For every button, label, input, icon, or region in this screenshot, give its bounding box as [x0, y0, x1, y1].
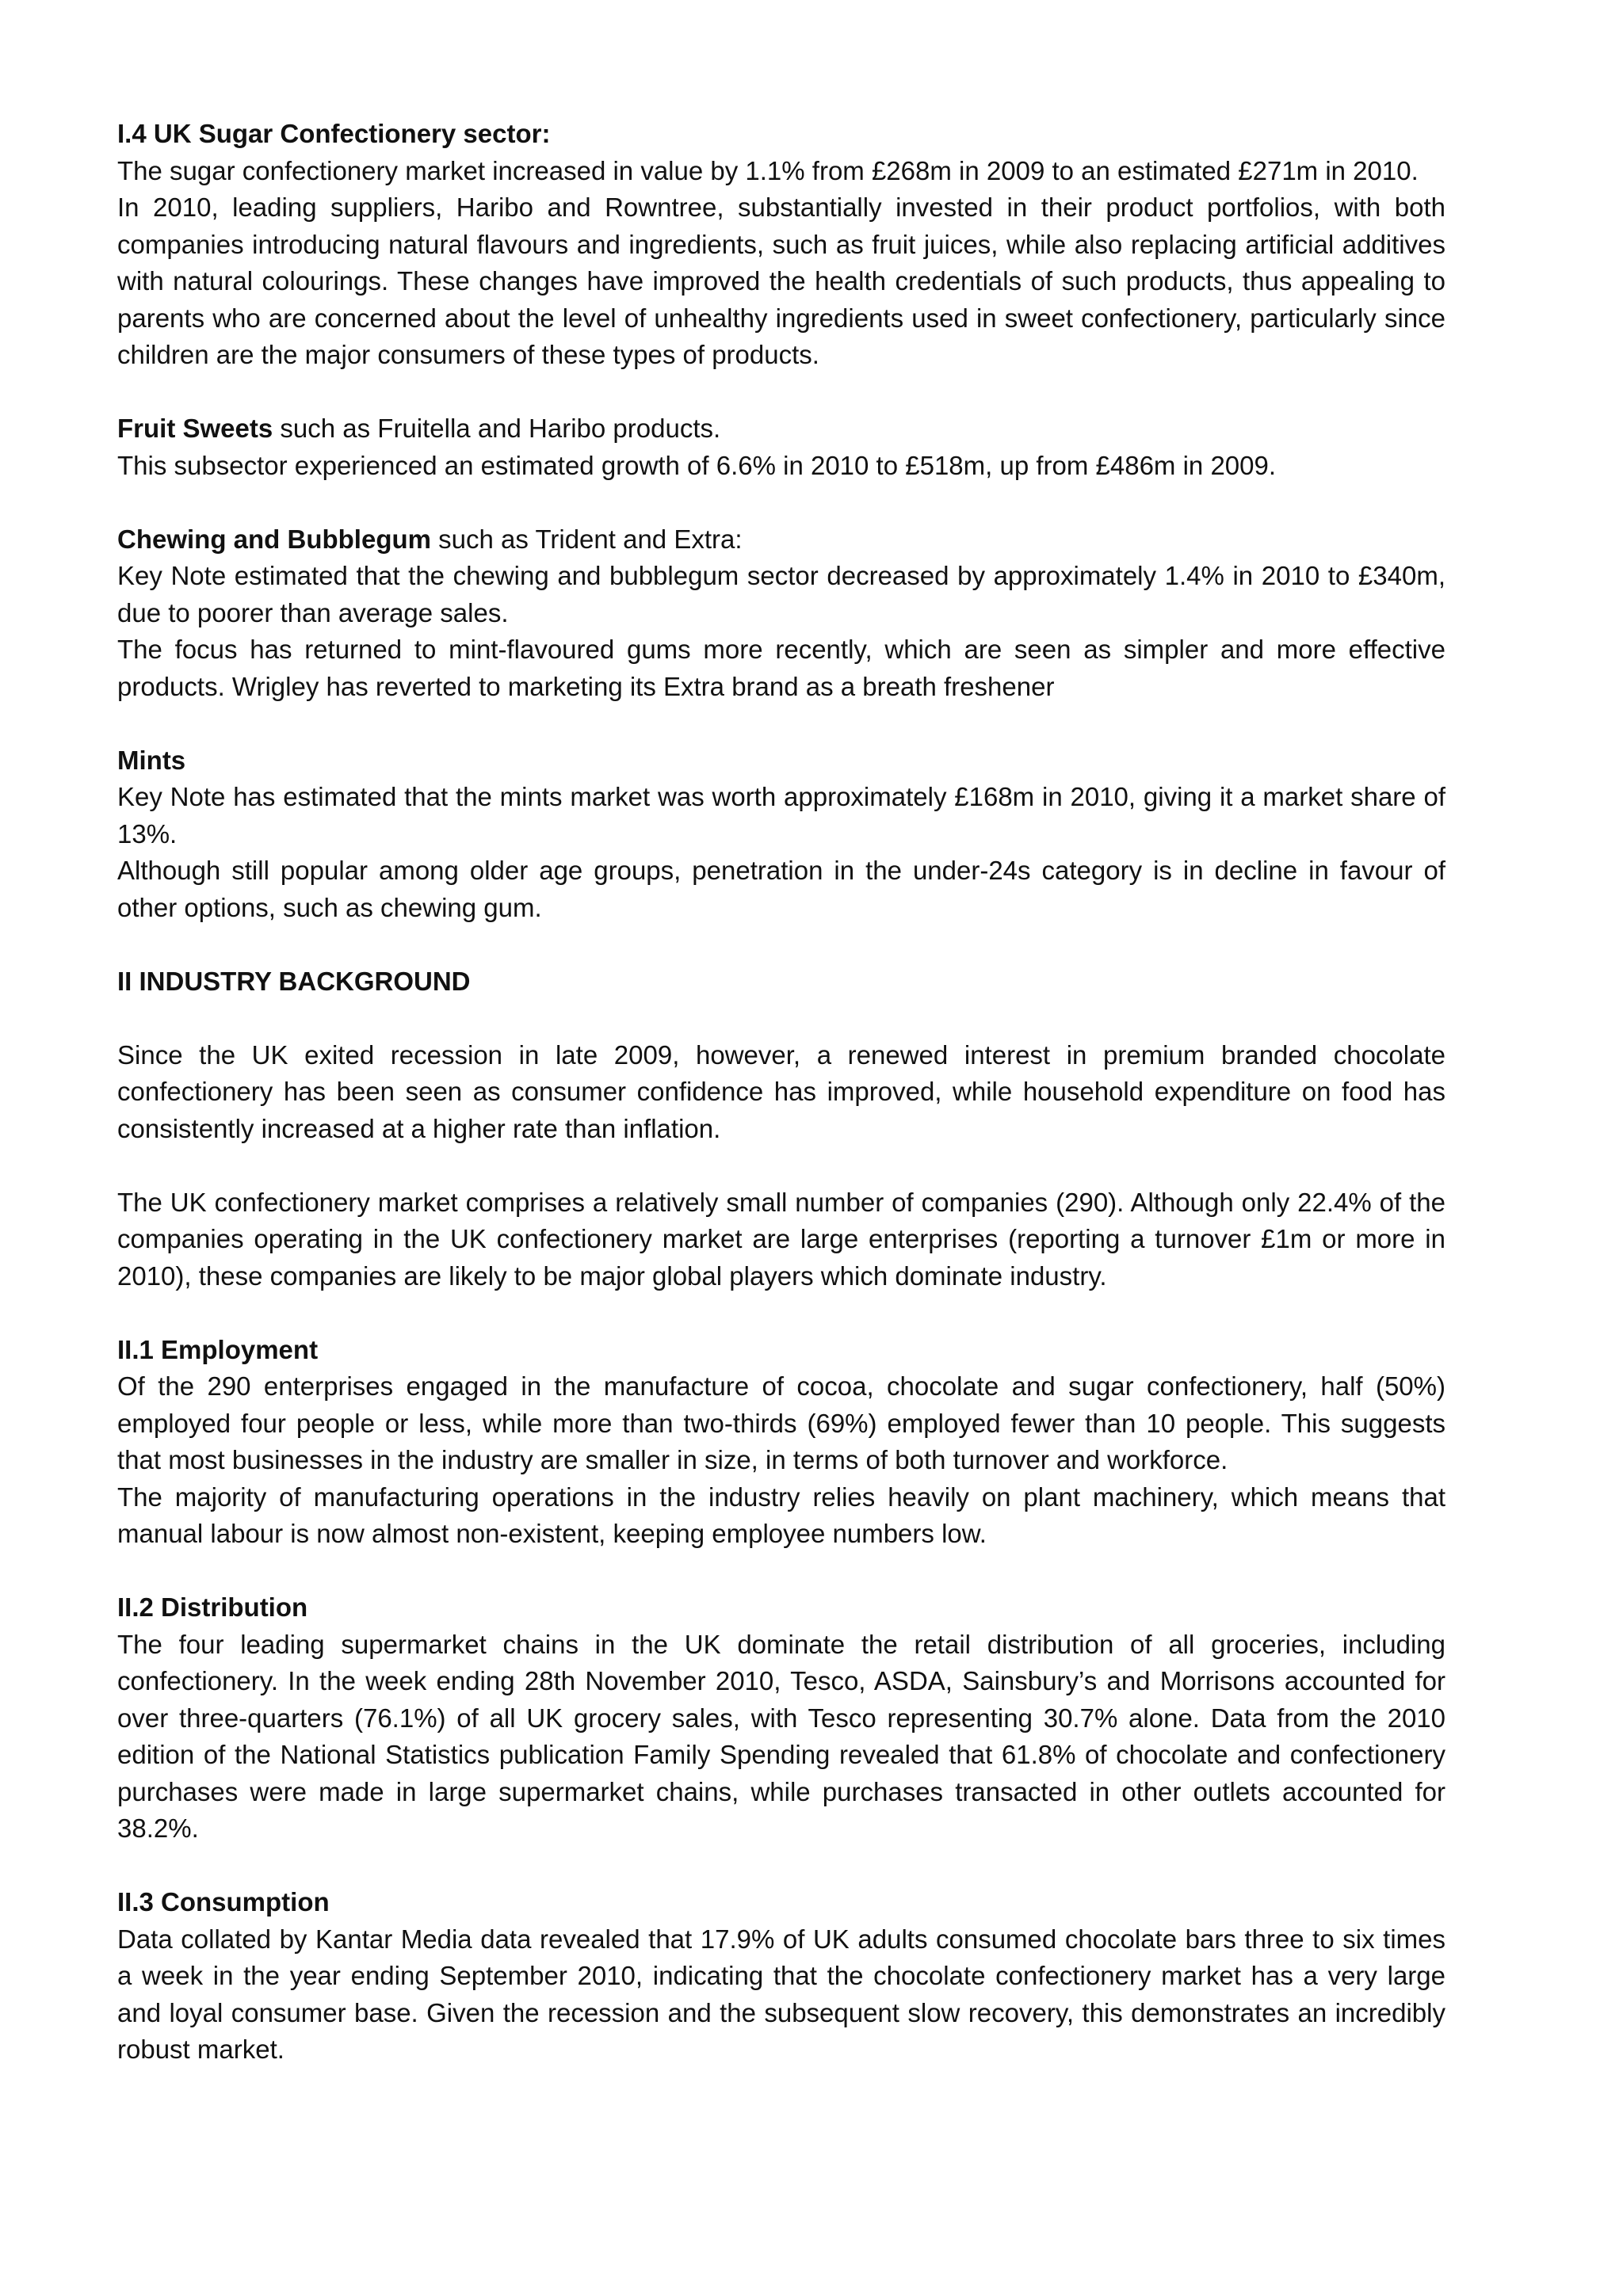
section-heading-distribution: II.2 Distribution: [117, 1592, 308, 1622]
subsection-heading-chewing-bubblegum: Chewing and Bubblegum: [117, 524, 431, 554]
subsection-heading-mints: Mints: [117, 745, 186, 775]
paragraph: The sugar confectionery market increased in value by 1.1% from £268m in 2009 to an estimated £271m in 2010.: [117, 155, 1419, 185]
document-page: [117, 116, 1445, 2069]
paragraph: In 2010, leading suppliers, Haribo and Rowntree, substantially invested in their product portfolios, with both companies introducing natural flavours and ingredients, such as fruit juices, while also replacing artificial additives with natural colourings. These changes have improved the health credentials of such products, thus appealing to parents who are concerned about the level of unhealthy ingredients used in sweet confectionery, particularly since children are the major consumers of these types of products.: [117, 193, 1445, 369]
paragraph: The majority of manufacturing operations in the industry relies heavily on plant machinery, which means that manual labour is now almost non-existent, keeping employee numbers low.: [117, 1482, 1445, 1548]
subsection-line-chewing-bubblegum: [117, 521, 1445, 559]
paragraph: Of the 290 enterprises engaged in the manufacture of cocoa, chocolate and sugar confectionery, half (50%) employed four people or less, while more than two-thirds (69%) employed fewer than 10 people. This suggests that most businesses in the industry are smaller in size, in terms of both turnover and workforce.: [117, 1371, 1445, 1474]
paragraph: Key Note estimated that the chewing and bubblegum sector decreased by approximately 1.4% in 2010 to £340m, due to poorer than average sales.: [117, 561, 1445, 627]
paragraph: Key Note has estimated that the mints market was worth approximately £168m in 2010, giving it a market share of 13%.: [117, 782, 1445, 849]
section-heading-sugar-confectionery: I.4 UK Sugar Confectionery sector:: [117, 119, 551, 148]
paragraph: The focus has returned to mint-flavoured gums more recently, which are seen as simpler and more effective products. Wrigley has reverted to marketing its Extra brand as a breath freshener: [117, 635, 1445, 701]
subsection-heading-fruit-sweets: Fruit Sweets: [117, 414, 273, 443]
paragraph: This subsector experienced an estimated growth of 6.6% in 2010 to £518m, up from £486m in 2009.: [117, 450, 1277, 480]
subsection-heading-suffix: such as Trident and Extra:: [430, 524, 743, 554]
section-heading-consumption: II.3 Consumption: [117, 1887, 330, 1917]
section-heading-employment: II.1 Employment: [117, 1334, 319, 1364]
paragraph: Data collated by Kantar Media data revealed that 17.9% of UK adults consumed chocolate bars three to six times a week in the year ending September 2010, indicating that the chocolate confectionery market has a very large and loyal consumer base. Given the recession and the subsequent slow recovery, this demonstrates an incredibly robust market.: [117, 1924, 1445, 2064]
paragraph: The UK confectionery market comprises a relatively small number of companies (290). Although only 22.4% of the companies operating in the UK confectionery market are large enterprises (reporting a turnover £1m or more in 2010), these companies are likely to be major global players which dominate industry.: [117, 1187, 1445, 1291]
subsection-line-fruit-sweets: [117, 410, 1445, 448]
section-heading-industry-background: II INDUSTRY BACKGROUND: [117, 966, 471, 996]
subsection-heading-suffix: such as Fruitella and Haribo products.: [273, 414, 721, 443]
paragraph: Although still popular among older age groups, penetration in the under-24s category is in decline in favour of other options, such as chewing gum.: [117, 856, 1445, 922]
paragraph: The four leading supermarket chains in the UK dominate the retail distribution of all groceries, including confectionery. In the week ending 28th November 2010, Tesco, ASDA, Sainsbury’s and Morrisons accounted for over three-quarters (76.1%) of all UK grocery sales, with Tesco representing 30.7% alone. Data from the 2010 edition of the National Statistics publication Family Spending revealed that 61.8% of chocolate and confectionery purchases were made in large supermarket chains, while purchases transacted in other outlets accounted for 38.2%.: [117, 1629, 1445, 1843]
paragraph: Since the UK exited recession in late 2009, however, a renewed interest in premium branded chocolate confectionery has been seen as consumer confidence has improved, while household expenditure on food has consistently increased at a higher rate than inflation.: [117, 1039, 1445, 1143]
